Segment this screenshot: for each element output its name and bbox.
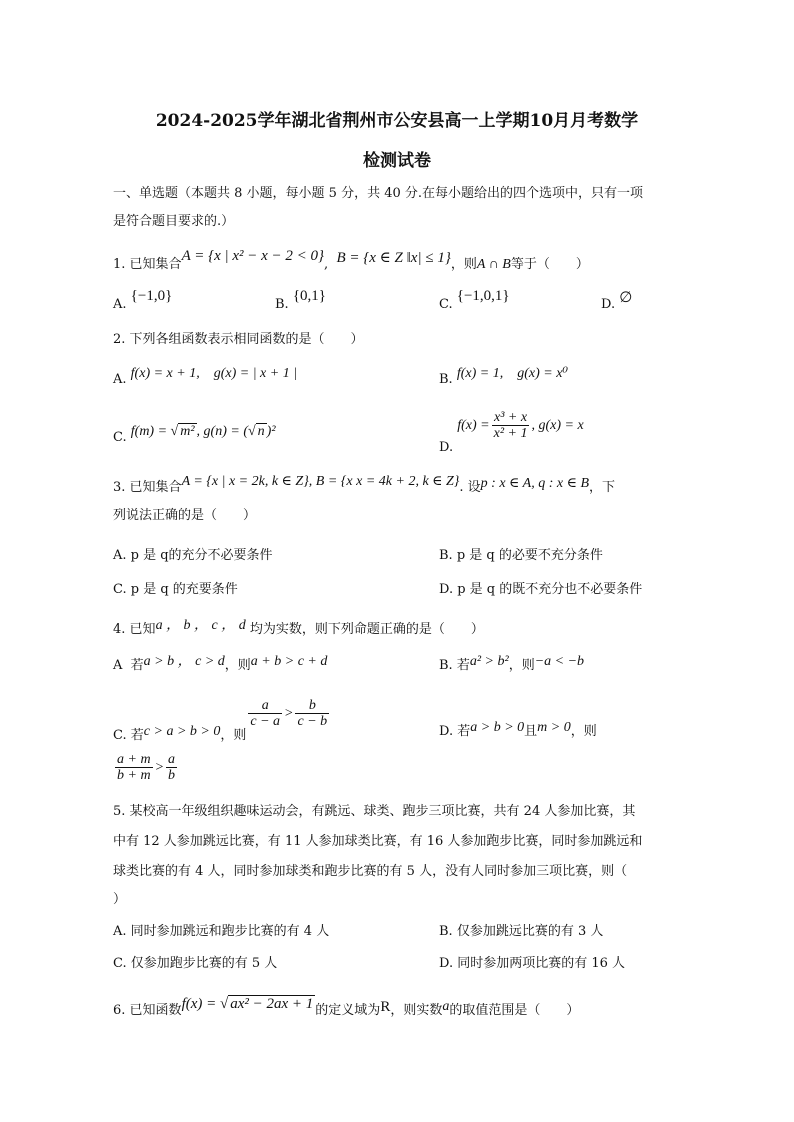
q4-d-fraction-2 — [166, 752, 177, 783]
q4-c-numerator-1: a — [248, 698, 282, 714]
q1-option-a-label: A. — [113, 297, 127, 312]
q4-d-condition-1: a > b > 0 — [470, 720, 525, 735]
q4-b-then: ，则 — [508, 658, 535, 673]
q2-d-numerator: x³ + x — [492, 410, 530, 426]
q5-stem-line-4: ） — [113, 892, 127, 907]
q2-option-b — [439, 366, 569, 390]
question-3-stem — [113, 474, 616, 498]
q2-option-d — [439, 410, 584, 455]
q3-option-a: A. p 是 q的充分不必要条件 — [113, 548, 273, 563]
q4-d-denominator-2: b — [168, 768, 176, 783]
q3-option-d: D. p 是 q 的既不充分也不必要条件 — [439, 582, 643, 597]
q4-number: 4. — [113, 622, 126, 637]
q2-d-f: f(x) = — [457, 417, 490, 433]
q6-real-set: R — [380, 999, 391, 1015]
q1-option-d-label: D. — [601, 297, 616, 312]
q2-option-b-content: f(x) = 1, g(x) = x⁰ — [456, 366, 569, 381]
q5-option-d: D. 同时参加两项比赛的有 16 人 — [439, 956, 626, 971]
q4-d-denominator-1: b + m — [117, 768, 151, 783]
q4-c-denominator-1: c − a — [250, 714, 281, 729]
q4-vars: a ， b ， c ， d — [155, 618, 246, 633]
q4-c-condition: c > a > b > 0 — [143, 723, 221, 739]
question-4-stem — [113, 620, 484, 640]
q3-pq: p : x ∈ A, q : x ∈ B — [480, 476, 590, 491]
q4-c-fraction-1 — [248, 698, 282, 729]
q2-option-a-label: A. — [113, 372, 127, 387]
q4-c-then: ，则 — [220, 727, 247, 743]
q4-d-then: ，则 — [570, 724, 597, 739]
q4-b-result: −a < −b — [534, 654, 585, 669]
q3-stem-c: ，下 — [589, 480, 616, 495]
q5-stem-line-2: 中有 12 人参加跳远比赛，有 11 人参加球类比赛，有 16 人参加跑步比赛，同时参加跳远和 — [113, 834, 643, 849]
q4-d-fraction-1 — [115, 752, 153, 783]
q1-set-b: B = {x ∈ Z ‖x| ≤ 1} — [336, 250, 451, 266]
q2-stem: 下列各组函数表示相同函数的是（ ） — [129, 332, 364, 347]
q6-f: f(x) = — [181, 996, 217, 1012]
q1-stem-b: ，则 — [450, 257, 477, 272]
q2-c-g: , g(n) = ( — [196, 424, 248, 439]
q2-c-f: f(m) = — [130, 424, 168, 439]
q4-c-if: 若 — [130, 727, 144, 743]
q6-var-a: a — [442, 999, 450, 1014]
q1-option-d-content: ∅ — [619, 290, 633, 306]
q1-option-a-content: {−1,0} — [130, 288, 173, 304]
q4-a-result: a + b > c + d — [250, 654, 328, 669]
q4-option-d — [439, 722, 597, 742]
q1-option-d — [601, 290, 633, 315]
q2-option-d-label: D. — [439, 439, 454, 455]
q3-sets: A = {x | x = 2k, k ∈ Z}, B = {x x = 4k + 2, k ∈ Z} — [181, 474, 460, 489]
q5-option-a: A. 同时参加跳远和跑步比赛的有 4 人 — [113, 924, 330, 939]
q2-option-a-content: f(x) = x + 1, g(x) = | x + 1 | — [130, 366, 298, 381]
q2-d-g: , g(x) = x — [531, 417, 584, 433]
q6-stem-a: 已知函数 — [129, 1003, 182, 1018]
q5-option-b: B. 仅参加跳远比赛的有 3 人 — [439, 924, 604, 939]
q4-option-b — [439, 656, 584, 676]
q6-stem-c: ，则实数 — [390, 1003, 443, 1018]
q4-option-b-label: B. — [439, 658, 453, 673]
question-6-stem: 6. 已知函数f(x) = √ ax² − 2ax + 1 的定义域为R，则实数a的取值范围是（ ） — [113, 996, 580, 1018]
q1-stem-a: 已知集合 — [129, 257, 182, 272]
q6-number: 6. — [113, 1003, 126, 1018]
q4-a-then: ，则 — [224, 658, 251, 673]
q4-c-gt: > — [284, 705, 294, 721]
q4-a-if: 若 — [130, 658, 144, 673]
q6-stem-d: 的取值范围是（ ） — [449, 1003, 580, 1018]
q2-c-f-radicand: m² — [180, 424, 195, 439]
q4-d-and: 且 — [524, 724, 538, 739]
q1-comma: , — [324, 257, 329, 272]
q1-option-c-content: {−1,0,1} — [456, 288, 510, 304]
q2-option-c-content: f(m) = √ m² , g(n) = (√ n )² — [130, 424, 276, 439]
q3-option-c: C. p 是 q 的充要条件 — [113, 582, 238, 597]
q4-option-d-conclusion — [113, 752, 179, 783]
q4-option-c-label: C. — [113, 727, 127, 743]
q2-option-d-content — [457, 410, 584, 441]
q2-d-denominator: x² + 1 — [493, 426, 528, 441]
section-heading-line-1: 一、单选题（本题共 8 小题，每小题 5 分，共 40 分.在每小题给出的四个选项中，只有一项 — [113, 186, 644, 201]
q1-option-b-label: B. — [275, 297, 289, 312]
title-line-1: 2024-2025学年湖北省荆州市公安县高一上学期10月月考数学 — [155, 111, 639, 131]
q2-option-c-label: C. — [113, 430, 127, 445]
q4-c-denominator-2: c − b — [297, 714, 328, 729]
q4-c-fraction-2 — [295, 698, 329, 729]
q4-d-numerator-2: a — [168, 752, 176, 767]
q2-option-a — [113, 366, 298, 390]
title-line-2: 检测试卷 — [363, 151, 431, 171]
q4-b-if: 若 — [456, 658, 470, 673]
q5-option-c: C. 仅参加跑步比赛的有 5 人 — [113, 956, 278, 971]
q2-option-b-label: B. — [439, 372, 453, 387]
question-1-stem — [113, 248, 589, 275]
q4-d-if: 若 — [457, 724, 471, 739]
q4-d-numerator-1: a + m — [117, 752, 151, 767]
q3-stem-a: 已知集合 — [129, 480, 182, 495]
question-2-stem — [113, 330, 364, 350]
q3-stem-b: . 设 — [459, 480, 481, 495]
q4-option-a — [113, 656, 327, 676]
q2-c-g-end: )² — [266, 424, 276, 439]
q3-number: 3. — [113, 480, 126, 495]
q4-d-condition-2: m > 0 — [537, 720, 571, 735]
q1-option-a — [113, 288, 173, 315]
q1-stem-c: 等于（ ） — [510, 257, 589, 272]
q2-option-c — [113, 424, 276, 448]
q1-expr: A ∩ B — [476, 257, 511, 272]
q5-stem-line-1: 5. 某校高一年级组织趣味运动会，有跳远、球类、跑步三项比赛，共有 24 人参加比赛，其 — [113, 804, 636, 819]
q1-number: 1. — [113, 257, 126, 272]
section-heading-line-2: 是符合题目要求的.） — [113, 214, 235, 229]
q2-d-fraction — [492, 410, 530, 441]
q4-stem-b: 均为实数，则下列命题正确的是（ ） — [249, 622, 484, 637]
q4-option-a-label: A — [113, 658, 123, 673]
q3-stem-line-2: 列说法正确的是（ ） — [113, 508, 257, 523]
q3-option-b: B. p 是 q 的必要不充分条件 — [439, 548, 603, 563]
q1-option-b — [275, 288, 326, 315]
q4-b-condition: a² > b² — [469, 654, 509, 669]
q4-stem-a: 已知 — [129, 622, 156, 637]
q2-number: 2. — [113, 332, 126, 347]
q4-d-gt: > — [154, 759, 165, 775]
q4-option-c — [113, 698, 331, 743]
q1-option-c-label: C. — [439, 297, 453, 312]
q2-c-g-radicand: n — [257, 424, 265, 439]
q1-option-b-content: {0,1} — [292, 288, 326, 304]
q4-c-numerator-2: b — [295, 698, 329, 714]
q1-option-c — [439, 288, 510, 315]
q6-stem-b: 的定义域为 — [315, 1003, 381, 1018]
q1-set-a: A = {x | x² − x − 2 < 0} — [181, 248, 325, 264]
q4-option-d-label: D. — [439, 724, 454, 739]
q6-radicand: ax² − 2ax + 1 — [230, 996, 314, 1012]
q5-stem-line-3: 球类比赛的有 4 人，同时参加球类和跑步比赛的有 5 人，没有人同时参加三项比赛，则（ — [113, 864, 628, 879]
q4-a-condition: a > b ， c > d — [143, 654, 225, 669]
